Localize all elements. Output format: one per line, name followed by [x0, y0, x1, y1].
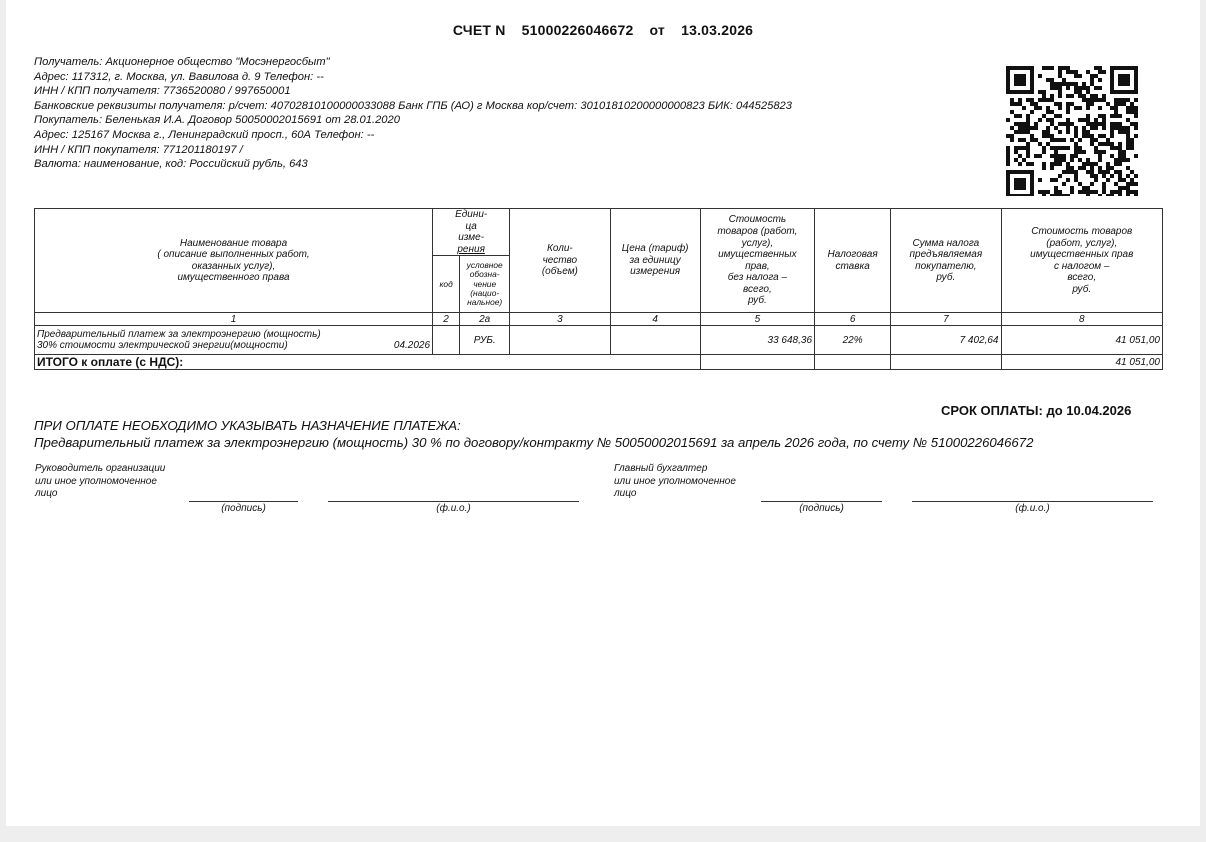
- head-signature-caption: (подпись): [221, 503, 266, 514]
- header-tax-sum: Сумма налога предъявляемая покупателю, руб.: [891, 209, 1001, 313]
- payment-purpose-text: Предварительный платеж за электроэнергию (мощность) 30 % по договору/контракту № 50050002015691 за апрель 2026 года, по счету № 51000226046672: [34, 434, 1034, 450]
- accountant-signature-line: [761, 501, 882, 502]
- header-cost-with-tax: Стоимость товаров (работ, услуг), имущественных прав с налогом – всего, руб.: [1001, 209, 1163, 313]
- payment-purpose-title: ПРИ ОПЛАТЕ НЕОБХОДИМО УКАЗЫВАТЬ НАЗНАЧЕНИЕ ПЛАТЕЖА:: [34, 418, 461, 433]
- item-name-cell: Предварительный платеж за электроэнергию (мощность) 30% стоимости электрической энергии(мощности) 04.2026: [35, 326, 433, 355]
- total-value: 41 051,00: [1001, 355, 1163, 370]
- invoice-title: [6, 22, 1200, 38]
- bank-details-line: Банковские реквизиты получателя: р/счет: 40702810100000033088 Банк ГПБ (АО) г Москва кор/счет: 30101810200000000823 БИК: 044525823: [34, 99, 792, 112]
- accountant-signature-label: Главный бухгалтер или иное уполномоченное лицо: [614, 463, 736, 499]
- invoice-date: 13.03.2026: [681, 22, 754, 38]
- item-cost-with-tax: 41 051,00: [1001, 326, 1163, 355]
- header-unit-code: код: [433, 256, 460, 313]
- column-numbers-row: 1 2 2а 3 4 5 6 7 8: [35, 313, 1163, 326]
- buyer-inn-line: ИНН / КПП покупателя: 771201180197 /: [34, 143, 243, 156]
- item-unit-code: [433, 326, 460, 355]
- header-unit-symbol: условное обозна- чение (нацио- нальное): [460, 256, 510, 313]
- header-cost-no-tax: Стоимость товаров (работ, услуг), имущественных прав, без налога – всего, руб.: [700, 209, 814, 313]
- item-price: [610, 326, 700, 355]
- accountant-name-caption: (ф.и.о.): [1015, 503, 1050, 514]
- head-name-line: [328, 501, 579, 502]
- recipient-address-line: Адрес: 117312, г. Москва, ул. Вавилова д. 9 Телефон: --: [34, 70, 324, 83]
- header-qty: Коли- чество (объем): [510, 209, 610, 313]
- buyer-line: Покупатель: Беленькая И.А. Договор 50050002015691 от 28.01.2020: [34, 114, 400, 127]
- currency-line: Валюта: наименование, код: Российский рубль, 643: [34, 158, 308, 171]
- head-signature-line: [189, 501, 298, 502]
- title-prefix: СЧЕТ N: [452, 22, 506, 38]
- accountant-name-line: [912, 501, 1153, 502]
- header-unit: Едини- ца изме- рения: [433, 209, 510, 256]
- total-label: ИТОГО к оплате (с НДС):: [35, 355, 701, 370]
- date-prefix: от: [649, 22, 665, 38]
- header-name: Наименование товара ( описание выполненных работ, оказанных услуг), имущественного права: [35, 209, 433, 313]
- item-tax-rate: 22%: [815, 326, 891, 355]
- invoice-sheet: [6, 0, 1200, 826]
- item-qty: [510, 326, 610, 355]
- header-price: Цена (тариф) за единицу измерения: [610, 209, 700, 313]
- item-cost-no-tax: 33 648,36: [700, 326, 814, 355]
- invoice-table: [34, 208, 1163, 370]
- head-name-caption: (ф.и.о.): [436, 503, 471, 514]
- table-row: [35, 326, 1163, 355]
- recipient-inn-line: ИНН / КПП получателя: 7736520080 / 997650001: [34, 85, 291, 98]
- buyer-address-line: Адрес: 125167 Москва г., Ленинградский просп., 60А Телефон: --: [34, 128, 375, 141]
- accountant-signature-caption: (подпись): [799, 503, 844, 514]
- payment-deadline: СРОК ОПЛАТЫ: до 10.04.2026: [941, 403, 1132, 418]
- requisites-block: [34, 55, 994, 172]
- qr-code: [1006, 66, 1138, 196]
- payment-purpose-note: [34, 418, 1194, 452]
- item-tax-sum: 7 402,64: [891, 326, 1001, 355]
- head-signature-label: Руководитель организации или иное уполномоченное лицо: [35, 463, 166, 499]
- recipient-line: Получатель: Акционерное общество "Мосэнергосбыт": [34, 56, 330, 68]
- total-row: [35, 355, 1163, 370]
- invoice-number: 51000226046672: [521, 22, 634, 38]
- header-tax-rate: Налоговая ставка: [815, 209, 891, 313]
- item-unit-symbol: РУБ.: [460, 326, 510, 355]
- item-period: 04.2026: [393, 340, 431, 352]
